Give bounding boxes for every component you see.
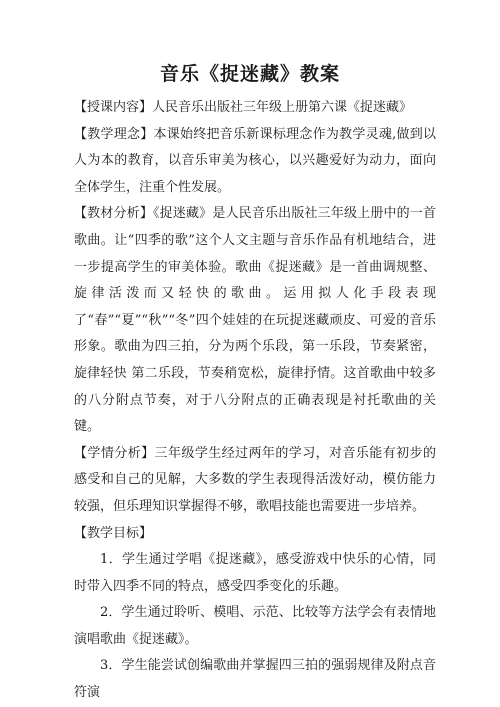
- goal-item: 2．学生通过聆听、模唱、示范、比较等方法学会有表情地演唱歌曲《捉迷藏》。: [74, 605, 436, 647]
- section-teaching-goals: [74, 521, 436, 548]
- section-heading: 【教学理念】: [74, 126, 154, 142]
- section-heading: 【教材分析】: [74, 206, 153, 222]
- section-material-analysis: [74, 201, 436, 440]
- document-body: [74, 95, 436, 707]
- section-heading: 【教学目标】: [74, 525, 153, 541]
- section-text: 本课始终把音乐新课标理念作为教学灵魂,做到以人为本的教育，以音乐审美为核心，以兴趣爱好为动力，面向全体学生，注重个性发展。: [74, 126, 436, 195]
- page-title: 音乐《捉迷藏》教案: [159, 63, 340, 85]
- section-text: 人民音乐出版社三年级上册第六课《捉迷藏》: [152, 100, 413, 115]
- section-text: 三年级学生经过两年的学习，对音乐能有初步的感受和自己的见解，大多数的学生表现得活泼好动，模仿能力较强，但乐理知识掌握得不够，歌唱技能也需要进一步培养。: [74, 445, 436, 514]
- section-student-analysis: [74, 441, 436, 521]
- section-heading: 【授课内容】: [74, 100, 153, 115]
- goal-item: 1．学生通过学唱《捉迷藏》，感受游戏中快乐的心情，同时带入四季不同的特点，感受四季变化的乐趣。: [74, 552, 436, 594]
- section-text: 《捉迷藏》是人民音乐出版社三年级上册中的一首歌曲。让“四季的歌”这个人文主题与音乐作品有机地结合，进一步提高学生的审美体验。歌曲《捉迷藏》是一首曲调规整、旋律活泼而又轻快的歌曲。运用拟人化手段表现了“春”“夏”“秋”“冬”四个娃娃的在玩捉迷藏顽皮、可爱的音乐形象。歌曲为四三拍，分为两个乐段，第一乐段，节奏紧密，旋律轻快 第二乐段，节奏稍宽松，旋律抒情。这首歌曲中较多的八分附点节奏，对于八分附点的正确表现是衬托歌曲的关键。: [74, 206, 436, 435]
- section-teaching-content: [74, 95, 436, 122]
- section-heading: 【学情分析】: [74, 445, 155, 461]
- section-teaching-philosophy: [74, 122, 436, 202]
- goal-item: 3．学生能尝试创编歌曲并掌握四三拍的强弱规律及附点音符演: [74, 658, 436, 701]
